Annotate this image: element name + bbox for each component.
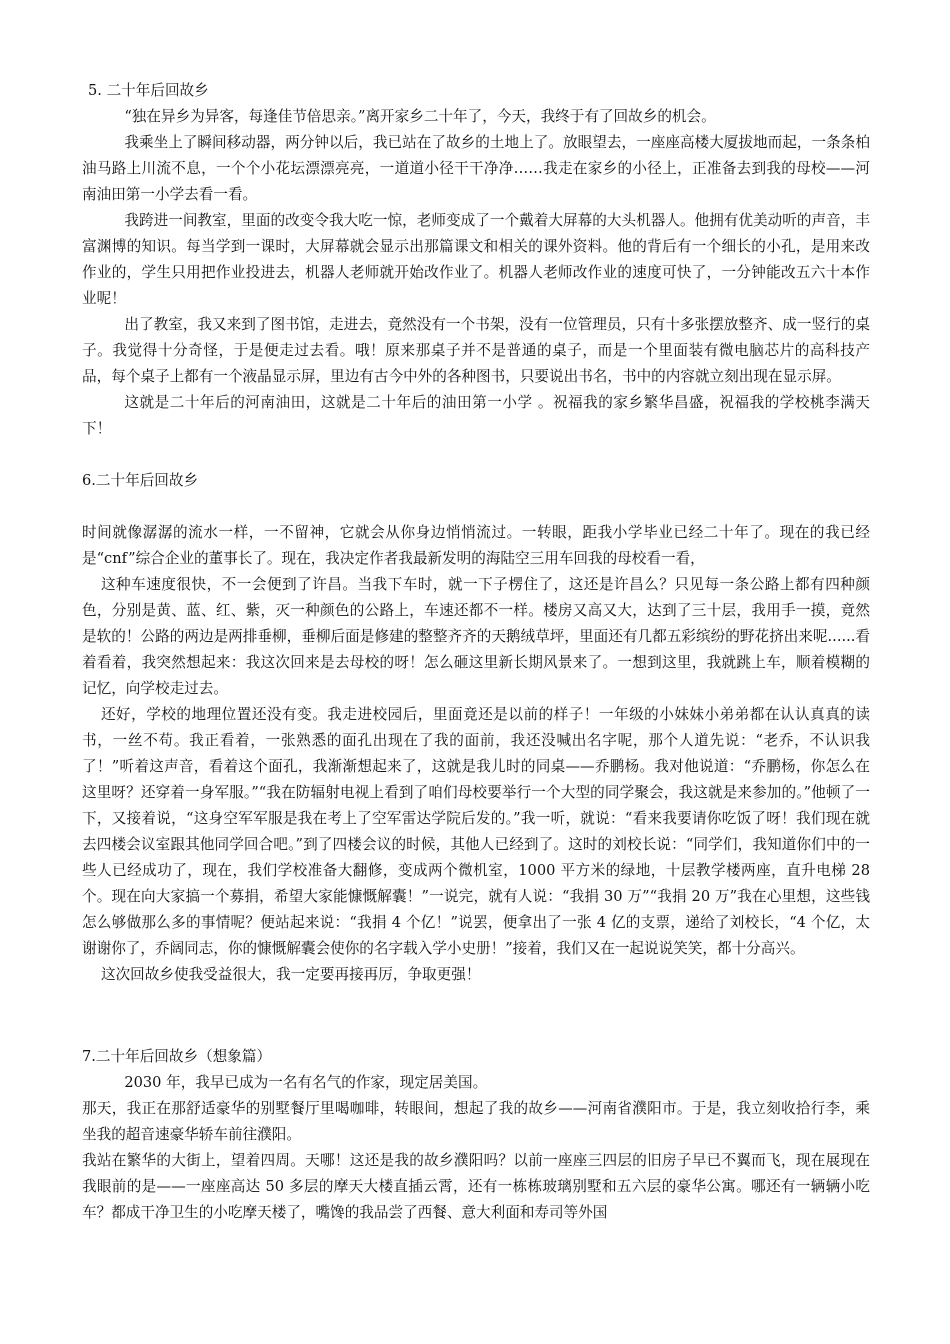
paragraph: 2030 年，我早已成为一名有名气的作家，现定居美国。 (124, 1074, 488, 1091)
section-5 (82, 78, 870, 442)
paragraph: 我站在繁华的大街上，望着四周。天哪！这还是我的故乡濮阳吗？以前一座座三四层的旧房子早已不翼而飞，现在展现在我眼前的是——一座座高达 50 多层的摩天大楼直插云霄，还有一栋栋玻璃别墅和五六层的豪华公寓。哪还有一辆辆小吃车？都成干净卫生的小吃摩天楼了，嘴馋的我品尝了西餐、意大利面和寿司等外国 (82, 1152, 870, 1221)
paragraph: 我乘坐上了瞬间移动器，两分钟以后，我已站在了故乡的土地上了。放眼望去，一座座高楼大厦拔地而起，一条条柏油马路上川流不息，一个个小花坛漂漂亮亮，一道道小径干干净净……我走在家乡的小径上，正准备去到我的母校——河南油田第一小学去看一看。 (82, 134, 870, 203)
paragraph: 还好，学校的地理位置还没有变。我走进校园后，里面竟还是以前的样子！一年级的小妹妹小弟弟都在认认真真的读书，一丝不苟。我正看着，一张熟悉的面孔出现在了我的面前，我还没喊出名字呢，那个人道先说：“老乔，不认识我了！”听着这声音，看着这个面孔，我渐渐想起来了，这就是我儿时的同桌——乔鹏杨。我对他说道：“乔鹏杨，你怎么在这里呀？还穿着一身军服。”“我在防辐射电视上看到了咱们母校要举行一个大型的同学聚会，我这就是来参加的。”他顿了一下，又接着说，“这身空军军服是我在考上了空军雷达学院后发的。”我一听，就说：“看来我要请你吃饭了呀！我们现在就去四楼会议室跟其他同学回合吧。”到了四楼会议的时候，其他人已经到了。这时的刘校长说：“同学们，我知道你们中的一些人已经成功了，现在，我们学校准备大翻修，变成两个微机室，1000 平方米的绿地，十层教学楼两座，直升电梯 28 个。现在向大家搞一个募捐，希望大家能慷慨解囊！”一说完，就有人说：“我捐 30 万”“我捐 20 万”我在心里想，这些钱怎么够做那么多的事情呢？便站起来说：“我捐 4 个亿！”说罢，便拿出了一张 4 亿的支票，递给了刘校长，“4 个亿，太谢谢你了，乔阔同志，你的慷慨解囊会使你的名字载入学小史册！”接着，我们又在一起说说笑笑，都十分高兴。 (82, 706, 870, 957)
section-title: 6.二十年后回故乡 (82, 472, 199, 489)
spacer (82, 988, 870, 1044)
paragraph: 出了教室，我又来到了图书馆，走进去，竟然没有一个书架，没有一位管理员，只有十多张摆放整齐、成一竖行的桌子。我觉得十分奇怪，于是便走过去看。哦！原来那桌子并不是普通的桌子，而是一个里面装有微电脑芯片的高科技产品，每个桌子上都有一个液晶显示屏，里边有古今中外的各种图书，只要说出书名，书中的内容就立刻出现在显示屏。 (82, 316, 870, 385)
paragraph: 我跨进一间教室，里面的改变令我大吃一惊，老师变成了一个戴着大屏幕的大头机器人。他拥有优美动听的声音，丰富渊博的知识。每当学到一课时，大屏幕就会显示出那篇课文和相关的课外资料。他的背后有一个细长的小孔，是用来改作业的，学生只用把作业投进去，机器人老师就开始改作业了。机器人老师改作业的速度可快了，一分钟能改五六十本作业呢！ (82, 212, 870, 307)
section-title: 7.二十年后回故乡（想象篇） (82, 1048, 272, 1065)
paragraph: 这种车速度很快，不一会便到了许昌。当我下车时，就一下子楞住了，这还是许昌么？只见每一条公路上都有四种颜色，分别是黄、蓝、红、紫，灭一种颜色的公路上，车速还都不一样。楼房又高又大，达到了三十层，我用手一摸，竟然是软的！公路的两边是两排垂柳，垂柳后面是修建的整整齐齐的天鹅绒草坪，里面还有几都五彩缤纷的野花挤出来呢......看着看着，我突然想起来：我这次回来是去母校的呀！怎么砸这里新长期风景来了。一想到这里，我就跳上车，顺着模糊的记忆，向学校走过去。 (82, 576, 870, 697)
paragraph: “独在异乡为异客，每逢佳节倍思亲。”离开家乡二十年了，今天，我终于有了回故乡的机会。 (124, 108, 716, 125)
spacer (82, 442, 870, 468)
paragraph: 这次回故乡使我受益很大，我一定要再接再厉，争取更强！ (100, 966, 481, 983)
paragraph: 这就是二十年后的河南油田，这就是二十年后的油田第一小学 。祝福我的家乡繁华昌盛，祝福我的学校桃李满天下！ (82, 394, 870, 437)
paragraph: 那天，我正在那舒适豪华的别墅餐厅里喝咖啡，转眼间，想起了我的故乡——河南省濮阳市。于是，我立刻收拾行李，乘坐我的超音速豪华轿车前往濮阳。 (82, 1100, 870, 1143)
section-6 (82, 468, 870, 988)
section-7 (82, 1044, 870, 1226)
paragraph: 时间就像潺潺的流水一样，一不留神，它就会从你身边悄悄流过。一转眼，距我小学毕业已经二十年了。现在的我已经是“cnf”综合企业的董事长了。现在，我决定作者我最新发明的海陆空三用车回我的母校看一看， (82, 524, 870, 567)
section-title: 5. 二十年后回故乡 (88, 82, 209, 99)
spacer (82, 494, 870, 520)
document-page (82, 78, 870, 1226)
